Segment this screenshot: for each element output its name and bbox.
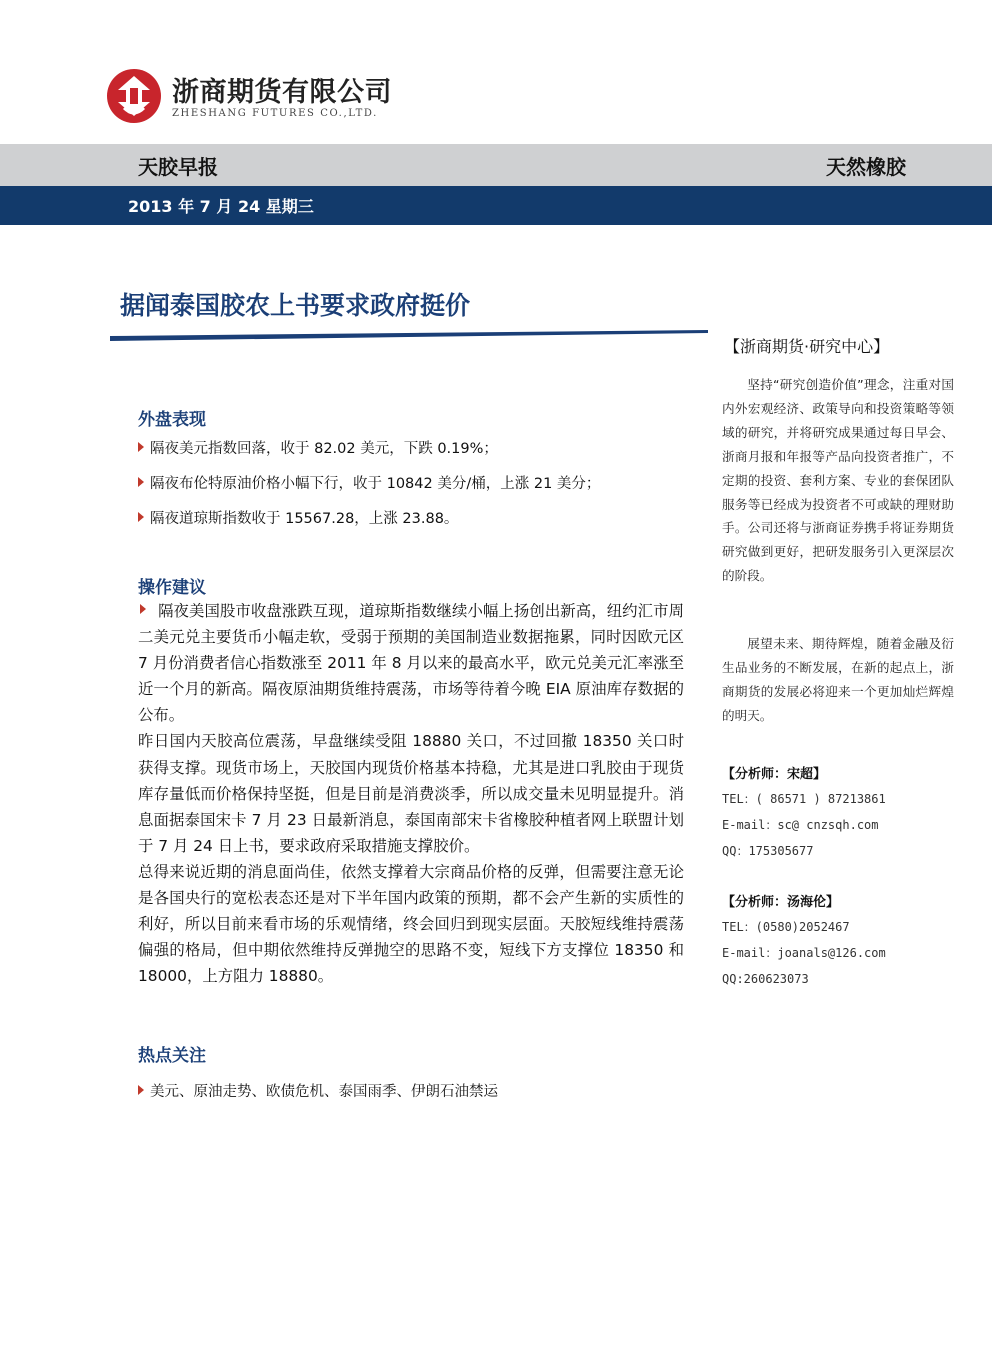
analyst-email[interactable]: E-mail：joanals@126.com [722, 946, 886, 960]
headline: 据闻泰国胶农上书要求政府挺价 [120, 291, 471, 320]
bullet-arrow-icon [138, 477, 144, 487]
list-item [138, 472, 600, 493]
analyst-card [722, 892, 962, 992]
company-name-en: ZHESHANG FUTURES CO.,LTD. [172, 108, 378, 119]
list-item [138, 437, 498, 458]
sidebar-heading: 【浙商期货·研究中心】 [724, 337, 890, 356]
report-type: 天胶早报 [138, 155, 218, 179]
advice-paragraph: 总得来说近期的消息面尚佳，依然支撑着大宗商品价格的反弹，但需要注意无论是各国央行的宽松表态还是对下半年国内政策的预期，都不会产生新的实质性的利好，所以目前来看市场的乐观情绪，终会回归到现实层面。天胶短线维持震荡偏强的格局，但中期依然维持反弹抛空的思路不变，短线下方支撑位 18350 和 18000，上方阻力 18880。 [138, 862, 684, 986]
company-logo [106, 66, 396, 128]
bullet-arrow-icon [140, 604, 146, 614]
sidebar-paragraph: 坚持“研究创造价值”理念，注重对国内外宏观经济、政策导向和投资策略等领域的研究，并将研究成果通过每日早会、浙商月报和年报等产品向投资者推广，不定期的投资、套利方案、专业的套保团队服务等已经成为投资者不可或缺的理财助手。公司还将与浙商证券携手将证券期货研究做到更好，把研发服务引入更深层次的阶段。 [722, 377, 954, 584]
analyst-name: 【分析师：宋超】 [722, 767, 827, 782]
list-item-text: 隔夜美元指数回落，收于 82.02 美元，下跌 0.19%； [150, 441, 498, 457]
company-emblem-icon [106, 68, 162, 124]
list-item [138, 507, 458, 528]
company-name-cn: 浙商期货有限公司 [172, 77, 392, 108]
advice-body [138, 598, 684, 989]
list-item [138, 1080, 498, 1101]
list-item-text: 美元、原油走势、欧债危机、泰国雨季、伊朗石油禁运 [150, 1084, 498, 1100]
report-date: 2013 年 7 月 24 星期三 [128, 197, 314, 216]
analyst-tel: TEL：( 86571 ) 87213861 [722, 792, 886, 806]
analyst-tel: TEL：(0580)2052467 [722, 920, 850, 934]
analyst-name: 【分析师：汤海伦】 [722, 895, 840, 910]
bullet-arrow-icon [138, 512, 144, 522]
list-item-text: 隔夜布伦特原油价格小幅下行，收于 10842 美分/桶，上涨 21 美分； [150, 476, 601, 492]
section-title-external: 外盘表现 [138, 410, 206, 430]
sidebar-paragraph: 展望未来、期待辉煌，随着金融及衍生品业务的不断发展，在新的起点上，浙商期货的发展必将迎来一个更加灿烂辉煌的明天。 [722, 636, 954, 723]
section-title-hotspots: 热点关注 [138, 1046, 206, 1066]
advice-paragraph [138, 598, 684, 728]
analyst-qq: QQ:260623073 [722, 972, 809, 986]
analyst-qq: QQ：175305677 [722, 844, 814, 858]
bullet-arrow-icon [138, 442, 144, 452]
list-item-text: 隔夜道琼斯指数收于 15567.28，上涨 23.88。 [150, 511, 459, 527]
report-category: 天然橡胶 [826, 155, 906, 179]
analyst-card [722, 764, 962, 864]
section-title-advice: 操作建议 [138, 578, 206, 598]
analyst-email[interactable]: E-mail：sc@ cnzsqh.com [722, 818, 879, 832]
advice-paragraph: 昨日国内天胶高位震荡，早盘继续受阻 18880 关口，不过回撤 18350 关口时获得支撑。现货市场上，天胶国内现货价格基本持稳，尤其是进口乳胶由于现货库存量低而价格保持坚挺，但是目前是消费淡季，所以成交量未见明显提升。消息面据泰国宋卡 7 月 23 日最新消息，泰国南部宋卡省橡胶种植者网上联盟计划于 7 月 24 日上书，要求政府采取措施支撑胶价。 [138, 732, 684, 855]
advice-paragraph-text: 隔夜美国股市收盘涨跌互现，道琼斯指数继续小幅上扬创出新高，纽约汇市周二美元兑主要货币小幅走软，受弱于预期的美国制造业数据拖累，同时因欧元区 7 月份消费者信心指数涨至 2011 年 8 月以来的最高水平，欧元兑美元汇率涨至近一个月的新高。隔夜原油期货维持震荡，市场等待着今晚 EIA 原油库存数据的公布。 [138, 602, 684, 725]
bullet-arrow-icon [138, 1085, 144, 1095]
